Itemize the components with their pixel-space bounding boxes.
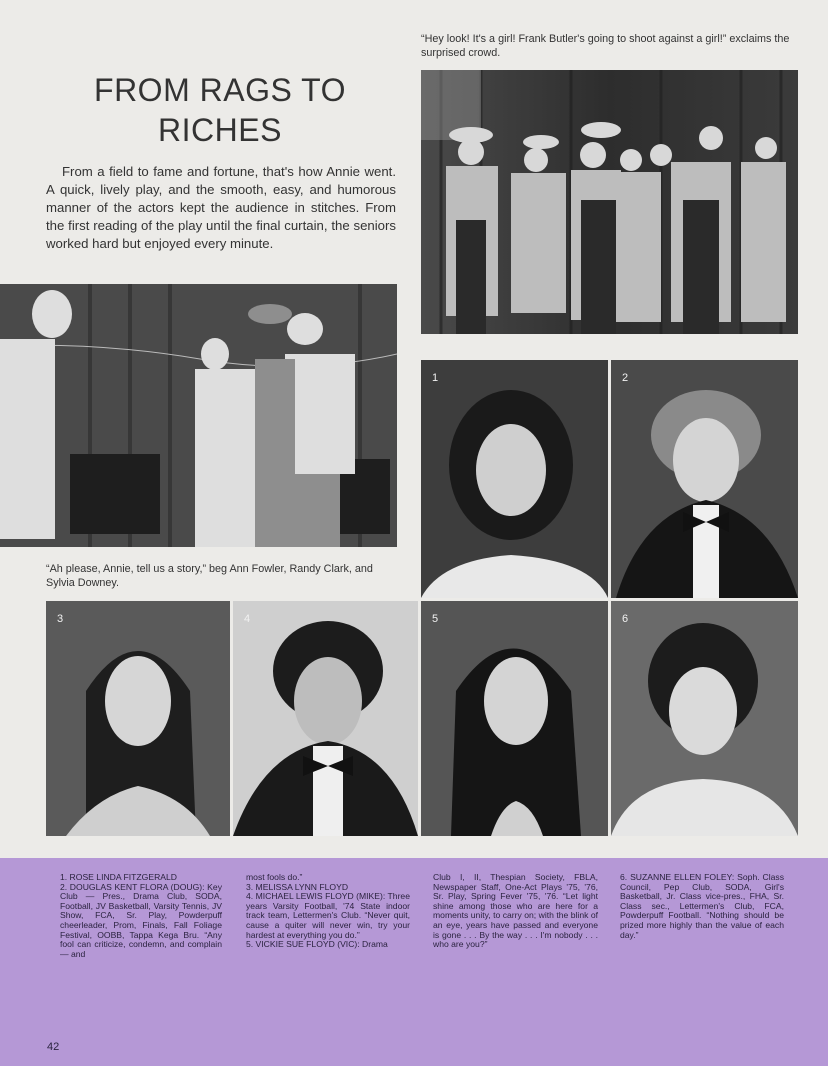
- bio-column-3: [433, 873, 598, 950]
- portrait-3: [46, 601, 230, 836]
- bio-entry: 4. MICHAEL LEWIS FLOYD (MIKE): Three years Varsity Football, '74 State indoor track team, Lettermen's Club. “Never quit, cause a quiter will never win, try your hardest at everything you do.”: [246, 891, 410, 940]
- page-number: 42: [47, 1041, 60, 1053]
- title-line-2: RICHES: [158, 112, 282, 148]
- crowd-photo: [421, 70, 798, 334]
- title-line-1: FROM RAGS TO: [94, 72, 346, 108]
- bio-entry: Club I, II, Thespian Society, FBLA, Newspaper Staff, One-Act Plays '75, '76, Sr. Play, Spring Fever '75, '76. “Let light shine among those who are here for a moments unity, to carry on; with the blink of an eye, years have passed and everyone is gone . . . By the way . . . I'm nobody . . . who are you?”: [433, 872, 598, 950]
- portrait-number: 2: [622, 372, 629, 384]
- stage-photo-caption: “Ah please, Annie, tell us a story,” beg Ann Fowler, Randy Clark, and Sylvia Downey.: [46, 563, 373, 589]
- page-title: [60, 70, 380, 150]
- top-photo-caption: “Hey look! It's a girl! Frank Butler's going to shoot against a girl!” exclaims the surprised crowd.: [421, 33, 790, 59]
- stage-photo: [0, 284, 397, 547]
- bio-column-4: [620, 873, 784, 940]
- portrait-number: 3: [57, 613, 64, 625]
- portrait-number: 1: [432, 372, 439, 384]
- portrait-4: [233, 601, 418, 836]
- bio-entry: 5. VICKIE SUE FLOYD (VIC): Drama: [246, 939, 388, 950]
- portrait-number: 6: [622, 613, 629, 625]
- portrait-number: 4: [244, 613, 251, 625]
- bio-entry: 3. MELISSA LYNN FLOYD: [246, 881, 349, 892]
- bio-entry: most fools do.”: [246, 872, 303, 882]
- bio-column-1: [60, 873, 222, 959]
- intro-paragraph: From a field to fame and fortune, that's how Annie went. A quick, lively play, and the smooth, easy, and humorous manner of the actors kept the audience in stitches. From the first reading of the play until the final curtain, the seniors worked hard but enjoyed every minute.: [46, 164, 396, 251]
- portrait-number: 5: [432, 613, 439, 625]
- bio-entry: 2. DOUGLAS KENT FLORA (DOUG): Key Club — Pres., Drama Club, SODA, Football, JV Basketball, Varsity Tennis, JV Show, FCA, Sr. Play, Powderpuff cheerleader, Prom, Finals, Fall Foliage Festival, OOBB, Tappa Kega Bru. “Any fool can criticize, condemn, and complain — and: [60, 881, 222, 959]
- portrait-6: [611, 601, 798, 836]
- portrait-2: [611, 360, 798, 598]
- bio-column-2: [246, 873, 410, 950]
- bio-entry: 6. SUZANNE ELLEN FOLEY: Soph. Class Council, Pep Club, SODA, Girl's Basketball, Jr. Class vice-pres., FHA, Sr. Class sec., Lettermen's Club, FCA, Powderpuff Football. “Nothing should be prized more highly than the value of each day.”: [620, 872, 784, 940]
- bio-entry: 1. ROSE LINDA FITZGERALD: [60, 872, 177, 882]
- portrait-1: [421, 360, 608, 598]
- portrait-5: [421, 601, 608, 836]
